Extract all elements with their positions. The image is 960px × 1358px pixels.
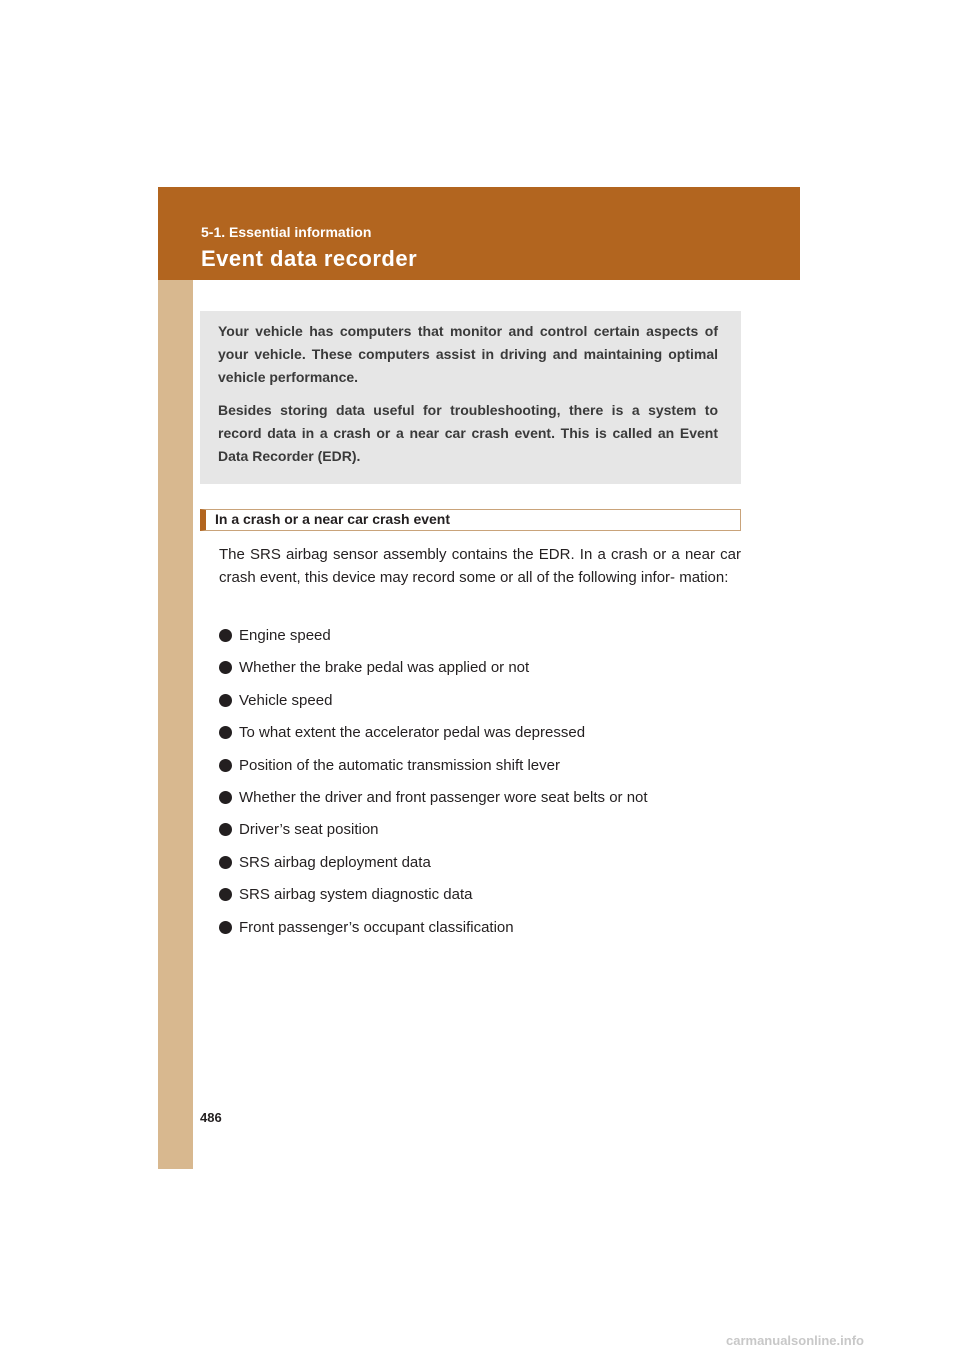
list-item-text: Driver’s seat position [239,821,379,839]
list-item-text: To what extent the accelerator pedal was depressed [239,724,586,742]
list-item-text: SRS airbag deployment data [239,853,431,871]
watermark: carmanualsonline.info [726,1333,864,1348]
list-item [219,819,741,851]
section-label: 5-1. Essential information [201,224,372,240]
bullet-icon [219,888,232,901]
intro-paragraph: Your vehicle has computers that monitor and control certain aspects of your vehicle. These computers assist in driving and maintaining optimal vehicle performance. [218,323,718,385]
list-item [219,755,741,787]
intro-paragraph: Besides storing data useful for troubleshooting, there is a system to record data in a crash or a near car crash event. This is called an Event Data Recorder (EDR). [218,402,718,464]
side-band [158,280,193,1169]
bullet-icon [219,791,232,804]
list-item-text: Vehicle speed [239,691,333,709]
bullet-icon [219,661,232,674]
list-item [219,625,741,657]
list-item-text: Front passenger’s occupant classification [239,918,514,936]
section-heading: In a crash or a near car crash event [215,511,451,527]
list-item-text: Engine speed [239,627,331,644]
list-item [219,657,741,689]
list-item-text: Whether the driver and front passenger wore seat belts or not [239,788,648,806]
bullet-icon [219,629,232,642]
page-number: 486 [200,1110,222,1125]
list-item-text: Whether the brake pedal was applied or not [239,659,530,677]
bullet-icon [219,726,232,739]
list-item [219,917,741,949]
bullet-list [219,625,741,949]
bullet-icon [219,694,232,707]
intro-box [200,311,741,484]
list-item [219,787,741,819]
bullet-icon [219,759,232,772]
list-item [219,722,741,754]
page-title: Event data recorder [201,246,418,271]
bullet-icon [219,856,232,869]
bullet-icon [219,921,232,934]
list-item [219,690,741,722]
section-body: The SRS airbag sensor assembly contains the EDR. In a crash or a near car crash event, this device may record some or all of the following infor- mation: [219,546,741,586]
list-item [219,852,741,884]
list-item [219,884,741,916]
list-item-text: SRS airbag system diagnostic data [239,886,473,904]
bullet-icon [219,823,232,836]
section-heading-bar [200,509,741,531]
list-item-text: Position of the automatic transmission shift lever [239,756,560,774]
